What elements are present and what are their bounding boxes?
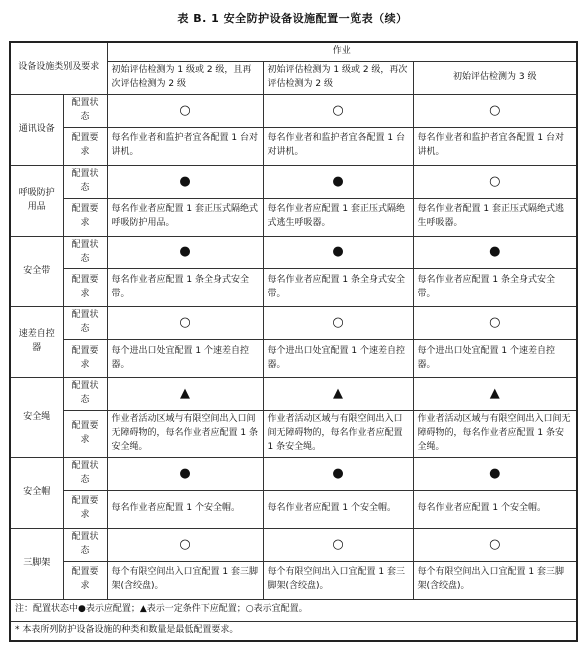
config-status-symbol: ○ bbox=[413, 94, 577, 127]
config-requirement-text: 作业者活动区域与有限空间出入口间无障碍物的，每名作业者应配置 1 条安全绳。 bbox=[107, 411, 263, 458]
config-status-symbol: ● bbox=[413, 236, 577, 269]
config-status-symbol: ○ bbox=[263, 307, 413, 340]
config-status-symbol: ● bbox=[263, 236, 413, 269]
config-requirement-text: 每名作业者和监护者宜各配置 1 台对讲机。 bbox=[413, 127, 577, 165]
config-requirement-text: 每个有限空间出入口宜配置 1 套三脚架(含绞盘)。 bbox=[263, 561, 413, 599]
config-status-symbol: ○ bbox=[263, 528, 413, 561]
table-title: 表 B. 1 安全防护设备设施配置一览表（续） bbox=[177, 12, 408, 25]
config-requirement-text: 作业者活动区域与有限空间出入口间无障碍物的，每名作业者应配置 1 条安全绳。 bbox=[263, 411, 413, 458]
config-status-symbol: ● bbox=[107, 165, 263, 198]
equipment-name: 安全帽 bbox=[10, 458, 63, 529]
table-row bbox=[10, 236, 577, 269]
table-row bbox=[10, 458, 577, 491]
table-row bbox=[10, 269, 577, 307]
table-row bbox=[10, 411, 577, 458]
row-label-status: 配置状态 bbox=[63, 236, 107, 269]
header-category: 设备设施类别及要求 bbox=[10, 42, 107, 94]
table-row bbox=[10, 94, 577, 127]
row-label-requirement: 配置要求 bbox=[63, 411, 107, 458]
config-status-symbol: ▲ bbox=[413, 378, 577, 411]
config-status-symbol: ● bbox=[107, 458, 263, 491]
config-requirement-text: 每名作业者应配置 1 个安全帽。 bbox=[263, 490, 413, 528]
header-option-2: 初始评估检测为 1 级或 2 级，再次评估检测为 2 级 bbox=[263, 61, 413, 94]
legend-note: 注：配置状态中●表示应配置；▲表示一定条件下应配置；○表示宜配置。 bbox=[10, 599, 577, 621]
row-label-requirement: 配置要求 bbox=[63, 269, 107, 307]
config-status-symbol: ● bbox=[263, 458, 413, 491]
table-row bbox=[10, 165, 577, 198]
config-requirement-text: 每个进出口处宜配置 1 个速差自控器。 bbox=[107, 340, 263, 378]
config-requirement-text: 每个有限空间出入口宜配置 1 套三脚架(含绞盘)。 bbox=[107, 561, 263, 599]
header-option-3: 初始评估检测为 3 级 bbox=[413, 61, 577, 94]
config-status-symbol: ● bbox=[413, 458, 577, 491]
equipment-name: 三脚架 bbox=[10, 528, 63, 599]
row-label-status: 配置状态 bbox=[63, 165, 107, 198]
row-label-status: 配置状态 bbox=[63, 378, 107, 411]
config-requirement-text: 每个有限空间出入口宜配置 1 套三脚架(含绞盘)。 bbox=[413, 561, 577, 599]
row-label-status: 配置状态 bbox=[63, 458, 107, 491]
row-label-status: 配置状态 bbox=[63, 528, 107, 561]
row-label-requirement: 配置要求 bbox=[63, 340, 107, 378]
table-row bbox=[10, 340, 577, 378]
table-row bbox=[10, 528, 577, 561]
config-status-symbol: ○ bbox=[413, 528, 577, 561]
config-status-symbol: ○ bbox=[107, 528, 263, 561]
config-requirement-text: 每名作业者应配置 1 条全身式安全带。 bbox=[413, 269, 577, 307]
config-status-symbol: ○ bbox=[107, 94, 263, 127]
config-requirement-text: 每名作业者和监护者宜各配置 1 台对讲机。 bbox=[107, 127, 263, 165]
equipment-name: 安全绳 bbox=[10, 378, 63, 458]
row-label-requirement: 配置要求 bbox=[63, 198, 107, 236]
config-requirement-text: 每名作业者应配置 1 条全身式安全带。 bbox=[263, 269, 413, 307]
config-requirement-text: 每名作业者应配置 1 条全身式安全带。 bbox=[107, 269, 263, 307]
table-row bbox=[10, 378, 577, 411]
config-requirement-text: 每名作业者应配置 1 个安全帽。 bbox=[413, 490, 577, 528]
config-status-symbol: ○ bbox=[107, 307, 263, 340]
table-row bbox=[10, 599, 577, 621]
equipment-name: 通讯设备 bbox=[10, 94, 63, 165]
config-requirement-text: 每个进出口处宜配置 1 个速差自控器。 bbox=[413, 340, 577, 378]
table-row bbox=[10, 307, 577, 340]
row-label-requirement: 配置要求 bbox=[63, 490, 107, 528]
config-requirement-text: 每名作业者配置 1 套正压式隔绝式逃生呼吸器。 bbox=[413, 198, 577, 236]
config-requirement-text: 每个进出口处宜配置 1 个速差自控器。 bbox=[263, 340, 413, 378]
row-label-requirement: 配置要求 bbox=[63, 561, 107, 599]
config-requirement-text: 每名作业者应配置 1 套正压式隔绝式逃生呼吸器。 bbox=[263, 198, 413, 236]
table-row bbox=[10, 621, 577, 641]
table-row bbox=[10, 490, 577, 528]
config-status-symbol: ● bbox=[263, 165, 413, 198]
config-requirement-text: 作业者活动区域与有限空间出入口间无障碍物的，每名作业者应配置 1 条安全绳。 bbox=[413, 411, 577, 458]
equipment-name: 安全带 bbox=[10, 236, 63, 307]
config-status-symbol: ▲ bbox=[263, 378, 413, 411]
table-row bbox=[10, 127, 577, 165]
config-status-symbol: ● bbox=[107, 236, 263, 269]
config-status-symbol: ○ bbox=[413, 165, 577, 198]
config-status-symbol: ○ bbox=[413, 307, 577, 340]
equipment-name: 呼吸防护用品 bbox=[10, 165, 63, 236]
row-label-requirement: 配置要求 bbox=[63, 127, 107, 165]
table-row bbox=[10, 561, 577, 599]
config-requirement-text: 每名作业者应配置 1 套正压式隔绝式呼吸防护用品。 bbox=[107, 198, 263, 236]
header-option-1: 初始评估检测为 1 级或 2 级，且再次评估检测为 2 级 bbox=[107, 61, 263, 94]
config-requirement-text: 每名作业者和监护者宜各配置 1 台对讲机。 bbox=[263, 127, 413, 165]
equipment-name: 速差自控器 bbox=[10, 307, 63, 378]
equipment-config-table bbox=[9, 41, 578, 642]
config-status-symbol: ▲ bbox=[107, 378, 263, 411]
header-work: 作业 bbox=[107, 42, 577, 61]
config-status-symbol: ○ bbox=[263, 94, 413, 127]
row-label-status: 配置状态 bbox=[63, 94, 107, 127]
config-requirement-text: 每名作业者应配置 1 个安全帽。 bbox=[107, 490, 263, 528]
row-label-status: 配置状态 bbox=[63, 307, 107, 340]
footnote: * 本表所列防护设备设施的种类和数量是最低配置要求。 bbox=[10, 621, 577, 641]
table-row bbox=[10, 198, 577, 236]
